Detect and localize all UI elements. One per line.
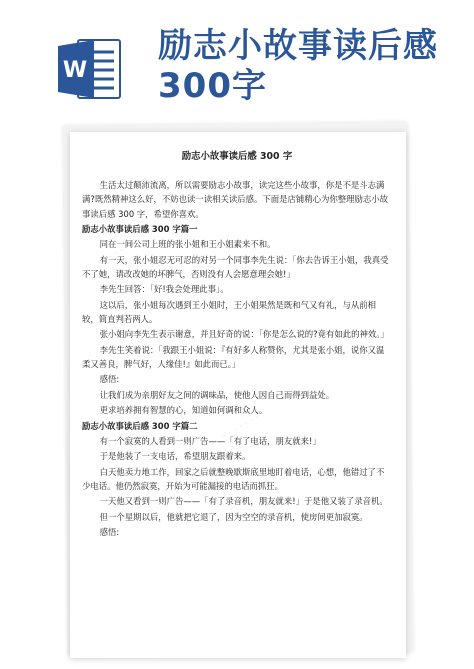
paragraph: 白天他卖力地工作，回家之后就整晚歇斯底里地盯着电话，心想，他错过了不少电话。他仍然寂寞，开始为可能漏接的电话而抓狂。 (82, 466, 385, 491)
paragraph: 李先生笑着说：「我跟王小姐说：『有好多人称赞你，尤其是张小姐，说你又温柔又善良，脾气好，人缘佳!』如此而已。」 (82, 344, 385, 369)
word-document-icon (54, 34, 124, 104)
page-title-line-2: 300字 (158, 66, 267, 106)
document-title: 励志小故事读后感 300 字 (181, 151, 293, 162)
paragraph: 一天他又看到一则广告——「有了录音机，朋友就来!」于是他又装了录音机。 (99, 496, 388, 507)
paragraph: 这以后，张小姐每次遇到王小姐时，王小姐果然是既和气又有礼，与从前相较，简直判若两人。 (82, 299, 376, 324)
section-heading-2: 励志小故事读后感 300 字篇二 (82, 420, 198, 431)
paragraph: 感悟: (99, 527, 120, 538)
intro-paragraph: 生活太过颠沛流离，所以需要励志小故事，读完这些小故事，你是不是斗志满满?既然精神这么好，不妨也读一读相关读后感。下面是店铺精心为你整理励志小故事读后感 300 字，希望你喜欢。 (82, 180, 388, 219)
paragraph: 张小姐向李先生表示谢意，并且好奇的说：「你是怎么说的?竟有如此的神效。」 (99, 329, 389, 340)
paragraph: 更求培养拥有智慧的心，知道如何调和众人。 (99, 405, 268, 416)
watermark: · · · · · · · · (90, 238, 138, 273)
paragraph: 有一天，张小姐忍无可忍的对另一个同事李先生说：「你去告诉王小姐，我真受不了她，请改改她的坏脾气，否则没有人会愿意理会她!」 (82, 254, 389, 279)
header-banner (0, 0, 474, 118)
paragraph: 感悟: (99, 374, 120, 385)
svg-text:W: W (62, 58, 88, 83)
paragraph: 于是他装了一支电话，希望朋友跟着来。 (99, 451, 251, 462)
watermark: · · · · · · · · (220, 408, 268, 443)
paragraph: 李先生回答：「好!我会处理此事」。 (99, 284, 229, 295)
document-body (82, 150, 392, 540)
page-title-line-1: 励志小故事读后感 (158, 26, 438, 66)
paragraph: 同在一间公司上班的张小姐和王小姐素来不和。 (99, 239, 276, 250)
page-title (158, 26, 458, 106)
section-heading-1: 励志小故事读后感 300 字篇一 (82, 224, 198, 234)
paragraph: 有一个寂寞的人看到一则广告——「有了电话，朋友就来!」 (99, 435, 321, 446)
paragraph: 但一个星期以后，他就把它退了，因为空空的录音机，使房间更加寂寞。 (99, 511, 368, 522)
paragraph: 让我们成为亲朋好友之间的调味品，使他人因自己而得到益处。 (99, 389, 335, 400)
